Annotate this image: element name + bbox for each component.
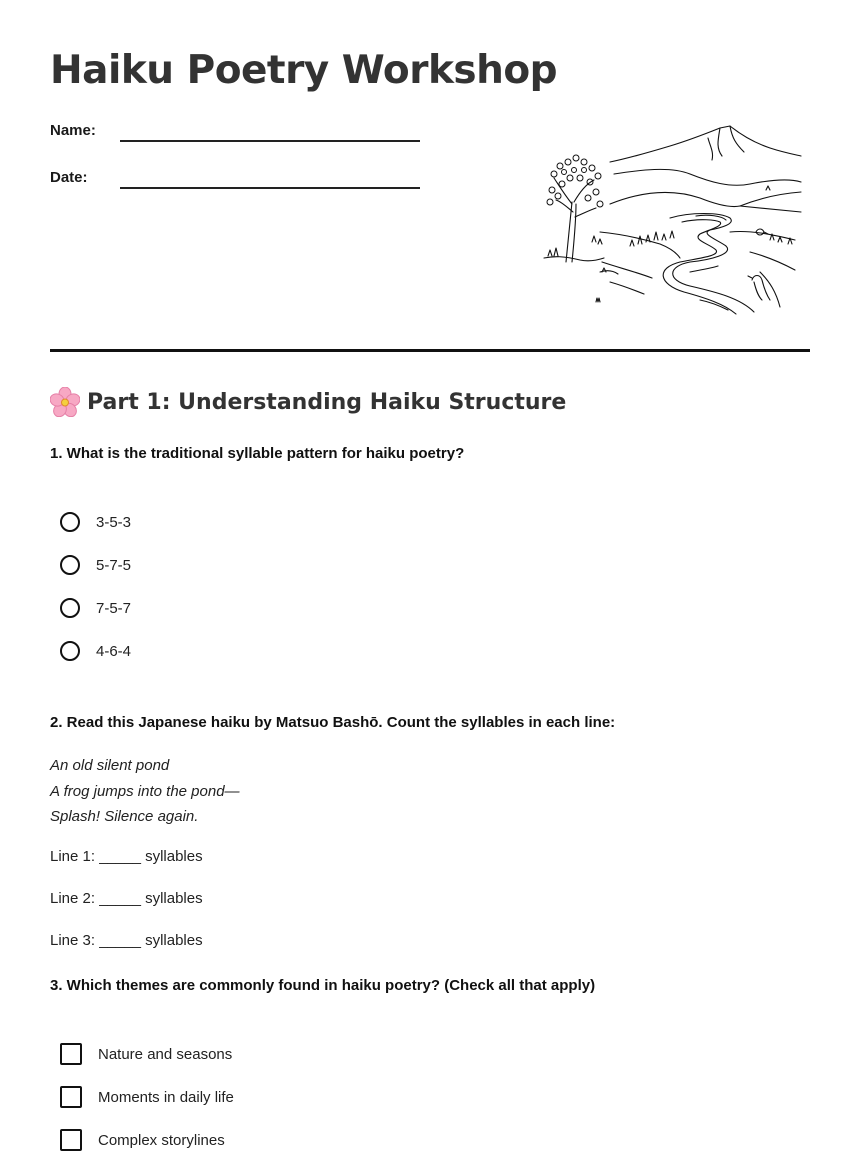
section-heading-part-1 bbox=[50, 387, 566, 417]
radio-button[interactable] bbox=[60, 598, 80, 618]
q1-option[interactable] bbox=[60, 552, 131, 578]
q3-option[interactable] bbox=[60, 1084, 234, 1110]
date-label: Date: bbox=[50, 169, 88, 186]
haiku-poem bbox=[50, 753, 240, 830]
poem-line: Splash! Silence again. bbox=[50, 808, 199, 825]
cherry-blossom-icon bbox=[50, 387, 80, 417]
radio-button[interactable] bbox=[60, 512, 80, 532]
question-2: 2. Read this Japanese haiku by Matsuo Bashō. Count the syllables in each line: bbox=[50, 714, 616, 731]
syllable-count-line-3[interactable]: Line 3: _____ syllables bbox=[50, 932, 203, 949]
question-1: 1. What is the traditional syllable pattern for haiku poetry? bbox=[50, 445, 465, 462]
q3-option[interactable] bbox=[60, 1127, 225, 1153]
poem-line: A frog jumps into the pond— bbox=[50, 782, 240, 800]
syllable-count-line-1[interactable]: Line 1: _____ syllables bbox=[50, 848, 203, 865]
option-label: Moments in daily life bbox=[98, 1088, 234, 1106]
name-input-line[interactable] bbox=[120, 140, 420, 142]
checkbox[interactable] bbox=[60, 1129, 82, 1151]
option-label: 7-5-7 bbox=[96, 599, 132, 617]
option-label: Complex storylines bbox=[98, 1131, 225, 1149]
q1-option[interactable] bbox=[60, 509, 131, 535]
radio-button[interactable] bbox=[60, 555, 80, 575]
poem-line: An old silent pond bbox=[50, 757, 170, 774]
radio-button[interactable] bbox=[60, 641, 80, 661]
checkbox[interactable] bbox=[60, 1043, 82, 1065]
question-3: 3. Which themes are commonly found in haiku poetry? (Check all that apply) bbox=[50, 977, 596, 994]
syllable-count-line-2[interactable]: Line 2: _____ syllables bbox=[50, 890, 203, 907]
landscape-mountain-river-illustration bbox=[540, 122, 802, 318]
q3-option[interactable] bbox=[60, 1041, 232, 1067]
option-label: 5-7-5 bbox=[96, 556, 132, 574]
date-input-line[interactable] bbox=[120, 187, 420, 189]
section-divider bbox=[50, 349, 810, 352]
q1-option[interactable] bbox=[60, 595, 131, 621]
name-field bbox=[50, 118, 470, 148]
section-heading-text: Part 1: Understanding Haiku Structure bbox=[87, 389, 567, 415]
name-label: Name: bbox=[50, 122, 96, 139]
option-label: 4-6-4 bbox=[96, 642, 132, 660]
date-field bbox=[50, 165, 470, 195]
checkbox[interactable] bbox=[60, 1086, 82, 1108]
page-title: Haiku Poetry Workshop bbox=[50, 48, 558, 93]
option-label: Nature and seasons bbox=[98, 1045, 233, 1063]
option-label: 3-5-3 bbox=[96, 513, 132, 531]
q1-option[interactable] bbox=[60, 638, 131, 664]
